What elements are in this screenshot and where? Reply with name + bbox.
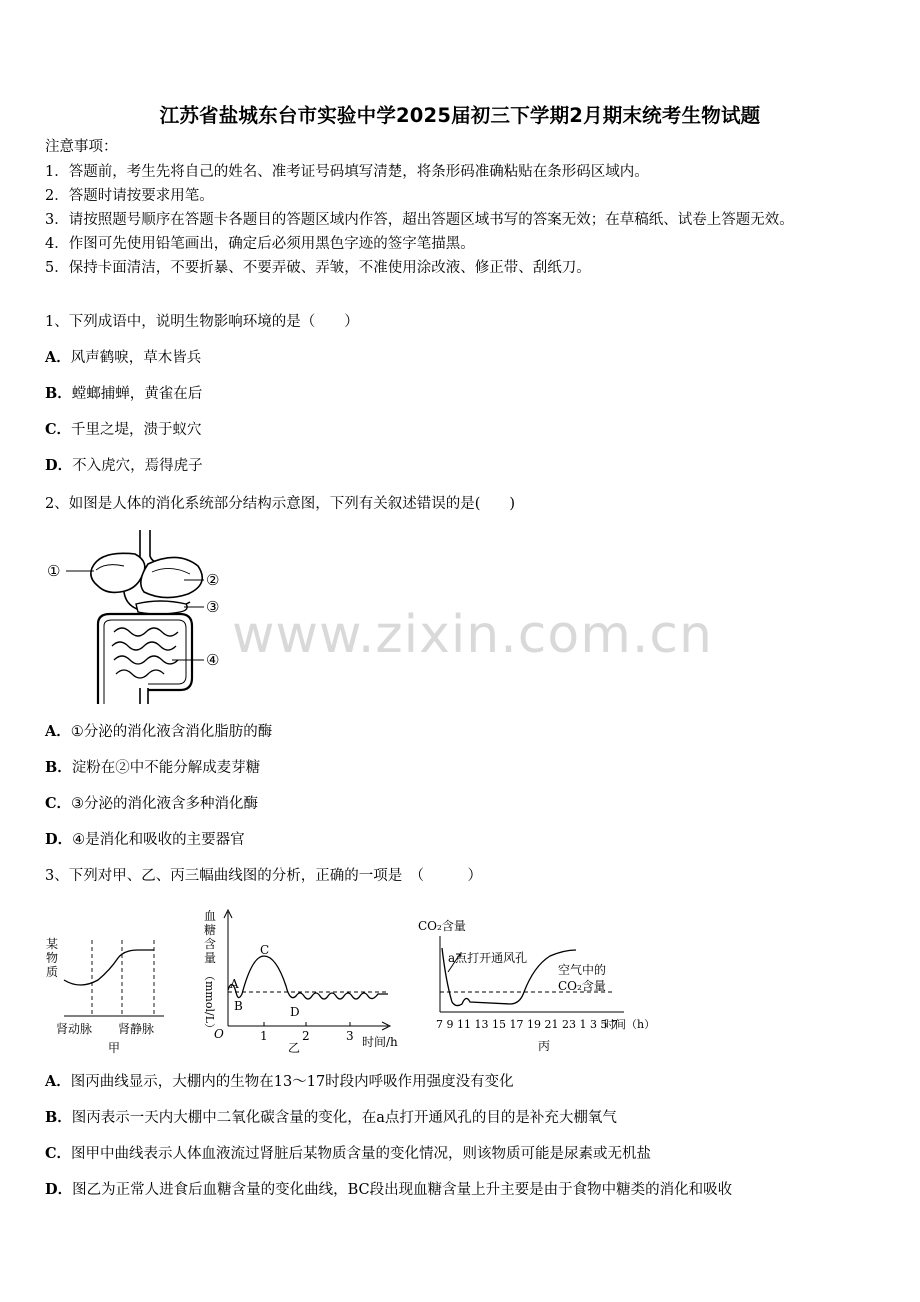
notice-item: 2．答题时请按要求用笔。 [45,188,214,204]
option-text: 图乙为正常人进食后血糖含量的变化曲线，BC段出现血糖含量上升主要是由于食物中糖类的消化和吸收 [72,1182,733,1198]
graph-ylabel: 含 [204,937,217,951]
graph-yi [196,906,406,1058]
option-key: D． [45,831,73,848]
graph-xlabel: 肾动脉 [56,1022,93,1036]
point-label: C [260,943,270,957]
option-b [45,758,260,778]
figure-label: ① [47,562,61,580]
digestive-system-figure [40,528,240,706]
option-a [45,722,272,742]
option-text: ③分泌的消化液含多种消化酶 [71,796,259,812]
option-key: C． [45,795,72,812]
graph-ylabel: CO₂含量 [418,919,466,933]
figure-label: ③ [206,598,220,616]
question-stem: 3、下列对甲、乙、丙三幅曲线图的分析，正确的一项是 （ ） [45,868,482,884]
tick-label: 3 [346,1029,354,1043]
graph-caption: 乙 [288,1041,301,1055]
option-a [45,348,201,368]
option-text: 图甲中曲线表示人体血液流过肾脏后某物质含量的变化情况，则该物质可能是尿素或无机盐 [71,1146,652,1162]
notice-item: 1．答题前，考生先将自己的姓名、准考证号码填写清楚，将条形码准确粘贴在条形码区域内。 [45,164,649,180]
graph-bing [414,912,664,1058]
option-key: D． [45,457,73,474]
exam-title: 江苏省盐城东台市实验中学2025届初三下学期2月期末统考生物试题 [159,104,761,127]
option-b [45,384,202,404]
graph-origin: O [214,1027,224,1041]
graph-caption: 丙 [538,1039,551,1053]
option-key: A． [45,349,71,366]
option-text: 图丙表示一天内大棚中二氧化碳含量的变化，在a点打开通风孔的目的是补充大棚氧气 [71,1110,617,1126]
option-text: ①分泌的消化液含消化脂肪的酶 [70,724,273,740]
option-text: 淀粉在②中不能分解成麦芽糖 [71,760,261,776]
option-key: D． [45,1181,73,1198]
option-text: ④是消化和吸收的主要器官 [72,832,245,848]
option-key: B． [45,385,72,402]
graph-xlabel: 肾静脉 [118,1022,155,1036]
graph-xlabel: 时间/h [362,1035,398,1049]
point-label: B [234,999,243,1013]
option-key: C． [45,1145,72,1162]
option-text: 螳螂捕蝉，黄雀在后 [71,386,203,402]
tick-label: 1 [260,1029,268,1043]
graph-ylabel: 量 [204,951,217,965]
point-label: A [230,977,239,991]
option-text: 千里之堤，溃于蚁穴 [71,422,202,438]
graph-ylabel: 某 [46,937,59,951]
graph-annotation: a点打开通风孔 [448,951,528,965]
option-key: A． [45,1073,71,1090]
option-text: 图丙曲线显示，大棚内的生物在13～17时段内呼吸作用强度没有变化 [70,1074,514,1090]
graph-ylabel: 质 [46,965,59,979]
option-key: B． [45,1109,72,1126]
question-stem: 2、如图是人体的消化系统部分结构示意图，下列有关叙述错误的是( ) [45,496,516,512]
graph-annotation: CO₂含量 [558,979,606,993]
option-a [45,1072,514,1092]
notice-heading: 注意事项： [45,139,118,155]
notice-item: 5．保持卡面清洁，不要折暴、不要弄破、弄皱，不准使用涂改液、修正带、刮纸刀。 [45,260,591,276]
tick-labels: 7 9 11 13 15 17 19 21 23 1 3 5 7 [436,1018,618,1031]
option-b [45,1108,617,1128]
graph-caption: 甲 [108,1041,121,1055]
point-label: D [290,1005,300,1019]
option-c [45,1144,651,1164]
watermark: www.zixin.com.cn [232,605,713,665]
option-text: 不入虎穴，焉得虎子 [72,458,203,474]
option-d [45,1180,732,1200]
option-d [45,456,203,476]
option-text: 风声鹤唳，草木皆兵 [70,350,202,366]
notice-item: 3．请按照题号顺序在答题卡各题目的答题区域内作答，超出答题区域书写的答案无效；在草稿纸、试卷上答题无效。 [45,212,794,228]
graph-ylabel: 物 [46,951,59,965]
option-key: C． [45,421,72,438]
option-c [45,420,202,440]
option-c [45,794,258,814]
figure-label: ② [206,571,220,589]
option-key: A． [45,723,71,740]
graph-ylabel: 血 [204,909,217,923]
graph-xlabel: 时间（h） [604,1018,656,1031]
option-key: B． [45,759,72,776]
graph-jia [40,928,170,1058]
tick-label: 2 [302,1029,310,1043]
question-stem: 1、下列成语中，说明生物影响环境的是（ ） [45,314,359,330]
graph-ylabel: 糖 [204,923,217,937]
graph-yunit: （mmol/L） [203,970,216,1035]
graph-annotation: 空气中的 [558,963,607,977]
option-d [45,830,245,850]
notice-item: 4．作图可先使用铅笔画出，确定后必须用黑色字迹的签字笔描黑。 [45,236,475,252]
figure-label: ④ [206,651,220,669]
